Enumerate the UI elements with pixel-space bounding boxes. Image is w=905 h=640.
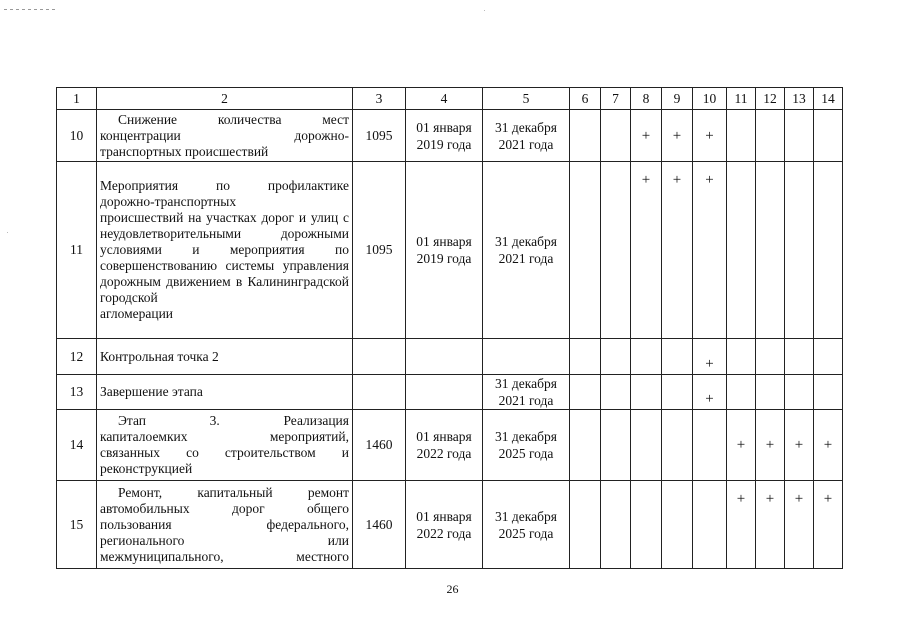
mark-cell-6 (570, 339, 601, 375)
row-start-date (406, 375, 483, 410)
mark-cell-9: + (662, 162, 693, 339)
scan-artifact-dot (7, 232, 8, 233)
mark-cell-8 (631, 375, 662, 410)
mark-cell-9 (662, 481, 693, 569)
row-duration: 1095 (353, 162, 406, 339)
row-start-date: 01 января 2022 года (406, 410, 483, 481)
mark-cell-7 (601, 410, 631, 481)
row-number: 11 (57, 162, 97, 339)
row-number: 14 (57, 410, 97, 481)
mark-cell-11 (727, 110, 756, 162)
mark-cell-14 (814, 162, 843, 339)
mark-cell-12 (756, 375, 785, 410)
mark-cell-13: + (785, 481, 814, 569)
row-number: 12 (57, 339, 97, 375)
row-duration: 1095 (353, 110, 406, 162)
mark-cell-13 (785, 375, 814, 410)
header-cell-4: 4 (406, 88, 483, 110)
mark-cell-14 (814, 375, 843, 410)
mark-cell-8: + (631, 162, 662, 339)
mark-cell-8: + (631, 110, 662, 162)
header-cell-13: 13 (785, 88, 814, 110)
row-duration: 1460 (353, 410, 406, 481)
mark-cell-13 (785, 110, 814, 162)
mark-cell-8 (631, 410, 662, 481)
row-start-date: 01 января 2019 года (406, 110, 483, 162)
row-description: Завершение этапа (97, 375, 353, 410)
table-row (57, 162, 843, 339)
row-end-date: 31 декабря 2025 года (483, 410, 570, 481)
mark-cell-9 (662, 375, 693, 410)
row-description: Этап 3. Реализация капиталоемких мероприятий, связанных со строительством и реконструкцией (97, 410, 353, 481)
mark-cell-11: + (727, 481, 756, 569)
mark-cell-8 (631, 481, 662, 569)
row-number: 15 (57, 481, 97, 569)
row-number: 10 (57, 110, 97, 162)
mark-cell-14: + (814, 410, 843, 481)
row-start-date: 01 января 2022 года (406, 481, 483, 569)
scan-artifact-line (4, 9, 56, 10)
row-description: Мероприятия по профилактике дорожно-транспортных происшествий на участках дорог и улиц с неудовлетворительными дорожными условиями и мероприятия по совершенствованию системы управления дорожным движением в Калининградской городской агломерации (97, 162, 353, 339)
mark-cell-14 (814, 339, 843, 375)
mark-cell-9 (662, 339, 693, 375)
row-number: 13 (57, 375, 97, 410)
table-row (57, 110, 843, 162)
row-description: Снижение количества мест концентрации дорожно- транспортных происшествий (97, 110, 353, 162)
header-cell-6: 6 (570, 88, 601, 110)
mark-cell-10: + (693, 162, 727, 339)
row-end-date (483, 339, 570, 375)
mark-cell-8 (631, 339, 662, 375)
mark-cell-10: + (693, 110, 727, 162)
mark-cell-6 (570, 410, 601, 481)
row-end-date: 31 декабря 2021 года (483, 375, 570, 410)
mark-cell-11 (727, 375, 756, 410)
mark-cell-14 (814, 110, 843, 162)
header-cell-8: 8 (631, 88, 662, 110)
header-cell-10: 10 (693, 88, 727, 110)
table-row (57, 339, 843, 375)
mark-cell-9: + (662, 110, 693, 162)
mark-cell-6 (570, 481, 601, 569)
row-duration (353, 375, 406, 410)
schedule-table (56, 87, 843, 569)
header-cell-2: 2 (97, 88, 353, 110)
header-cell-9: 9 (662, 88, 693, 110)
header-cell-12: 12 (756, 88, 785, 110)
row-description: Контрольная точка 2 (97, 339, 353, 375)
row-duration (353, 339, 406, 375)
mark-cell-12: + (756, 410, 785, 481)
mark-cell-7 (601, 110, 631, 162)
mark-cell-11 (727, 339, 756, 375)
mark-cell-12 (756, 110, 785, 162)
header-cell-11: 11 (727, 88, 756, 110)
mark-cell-13 (785, 339, 814, 375)
scan-artifact-dot (484, 10, 485, 11)
table-row (57, 410, 843, 481)
mark-cell-6 (570, 110, 601, 162)
row-duration: 1460 (353, 481, 406, 569)
mark-cell-12 (756, 162, 785, 339)
table-header-row (57, 88, 843, 110)
mark-cell-13: + (785, 410, 814, 481)
table-row (57, 481, 843, 569)
mark-cell-13 (785, 162, 814, 339)
mark-cell-10 (693, 481, 727, 569)
row-start-date (406, 339, 483, 375)
mark-cell-7 (601, 339, 631, 375)
mark-cell-12: + (756, 481, 785, 569)
mark-cell-10: + (693, 375, 727, 410)
mark-cell-7 (601, 481, 631, 569)
header-cell-7: 7 (601, 88, 631, 110)
mark-cell-12 (756, 339, 785, 375)
mark-cell-7 (601, 162, 631, 339)
table-row (57, 375, 843, 410)
mark-cell-6 (570, 375, 601, 410)
header-cell-5: 5 (483, 88, 570, 110)
mark-cell-10 (693, 410, 727, 481)
row-end-date: 31 декабря 2021 года (483, 162, 570, 339)
mark-cell-6 (570, 162, 601, 339)
mark-cell-10: + (693, 339, 727, 375)
header-cell-1: 1 (57, 88, 97, 110)
mark-cell-7 (601, 375, 631, 410)
row-description: Ремонт, капитальный ремонт автомобильных дорог общего пользования федерального, регионального или межмуниципального, местного (97, 481, 353, 569)
row-start-date: 01 января 2019 года (406, 162, 483, 339)
header-cell-3: 3 (353, 88, 406, 110)
mark-cell-9 (662, 410, 693, 481)
row-end-date: 31 декабря 2025 года (483, 481, 570, 569)
row-end-date: 31 декабря 2021 года (483, 110, 570, 162)
mark-cell-11 (727, 162, 756, 339)
header-cell-14: 14 (814, 88, 843, 110)
mark-cell-14: + (814, 481, 843, 569)
mark-cell-11: + (727, 410, 756, 481)
page-number: 26 (446, 582, 459, 596)
